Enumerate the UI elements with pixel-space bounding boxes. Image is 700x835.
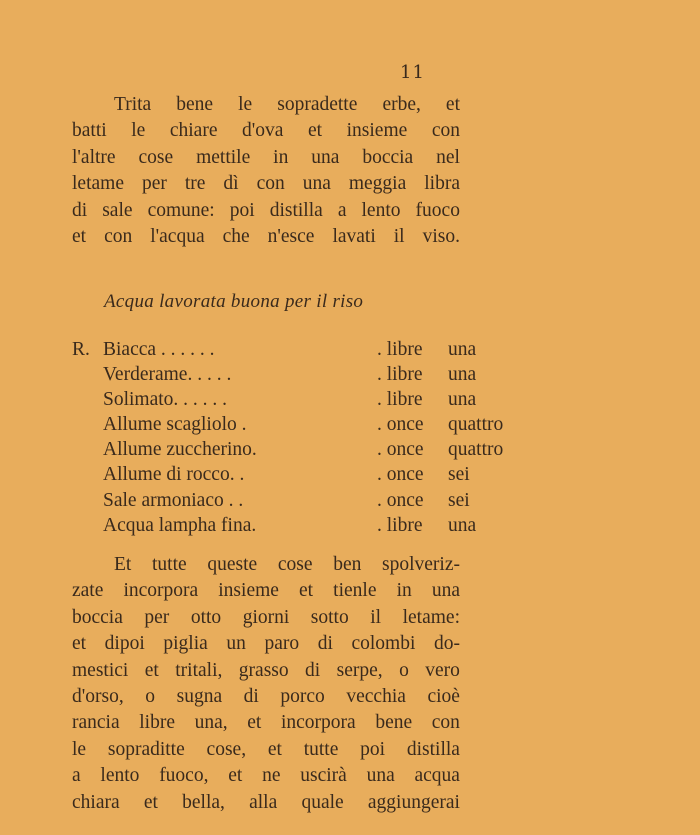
text-line: letame per tre dì con una meggia libra — [72, 173, 460, 195]
paragraph-intro — [72, 92, 460, 250]
ingredient-qty: quattro — [448, 439, 504, 461]
text-line: batti le chiare d'ova et insieme con — [72, 120, 460, 142]
text-line: boccia per otto giorni sotto il letame: — [72, 606, 460, 628]
ingredient-unit: . once — [377, 439, 424, 461]
text-line: le sopraditte cose, et tutte poi distilla — [72, 738, 460, 760]
text-line: rancia libre una, et incorpora bene con — [72, 712, 460, 734]
recipe-marker: R. — [72, 339, 90, 360]
recipe-row — [72, 364, 492, 389]
text-line: a lento fuoco, et ne uscirà una acqua — [72, 765, 460, 787]
ingredient-name: Allume zuccherino. — [103, 439, 257, 461]
ingredient-qty: sei — [448, 489, 470, 511]
ingredient-unit: . once — [377, 464, 424, 486]
ingredient-qty: una — [448, 514, 477, 536]
section-heading: Acqua lavorata buona per il riso — [104, 291, 364, 312]
recipe-row — [72, 389, 492, 414]
ingredient-unit: . libre — [377, 364, 423, 386]
recipe-row — [72, 339, 492, 364]
text-line: et dipoi piglia un paro di colombi do- — [72, 633, 460, 655]
ingredient-name: Sale armoniaco . . — [103, 489, 244, 511]
text-line: chiara et bella, alla quale aggiungerai — [72, 791, 460, 813]
text-line: zate incorpora insieme et tienle in una — [72, 580, 460, 602]
ingredient-name: Solimato. . . . . . — [103, 389, 228, 411]
ingredient-unit: . libre — [377, 514, 423, 536]
recipe-row — [72, 439, 504, 464]
page-number: 11 — [400, 62, 425, 83]
ingredient-name: Acqua lampha fina. — [103, 514, 257, 536]
ingredient-unit: . libre — [377, 389, 423, 411]
text-line: di sale comune: poi distilla a lento fuoco — [72, 199, 460, 221]
ingredient-unit: . once — [377, 414, 424, 436]
text-line: d'orso, o sugna di porco vecchia cioè — [72, 685, 460, 707]
ingredient-name: Verderame. . . . . — [103, 364, 232, 386]
recipe-row — [72, 490, 492, 515]
ingredient-qty: una — [448, 389, 477, 411]
text-line: mestici et tritali, grasso di serpe, o vero — [72, 659, 460, 681]
ingredient-qty: sei — [448, 464, 470, 486]
text-line: Trita bene le sopradette erbe, et — [114, 94, 460, 115]
ingredient-name: Allume di rocco. . — [103, 464, 245, 486]
text-line: l'altre cose mettile in una boccia nel — [72, 146, 460, 168]
ingredient-qty: una — [448, 339, 477, 360]
ingredient-qty: quattro — [448, 414, 504, 436]
text-line: Et tutte queste cose ben spolveriz- — [114, 554, 460, 575]
recipe-row — [72, 414, 504, 439]
recipe-row — [72, 464, 492, 489]
recipe-list — [72, 339, 504, 540]
ingredient-name: Allume scagliolo . — [103, 414, 247, 436]
ingredient-unit: . once — [377, 489, 424, 511]
recipe-row — [72, 515, 492, 540]
ingredient-unit: . libre — [377, 339, 423, 360]
ingredient-name: Biacca . . . . . . — [103, 339, 215, 360]
ingredient-qty: una — [448, 364, 477, 386]
paragraph-instructions — [72, 552, 460, 816]
text-line: et con l'acqua che n'esce lavati il viso. — [72, 225, 460, 247]
